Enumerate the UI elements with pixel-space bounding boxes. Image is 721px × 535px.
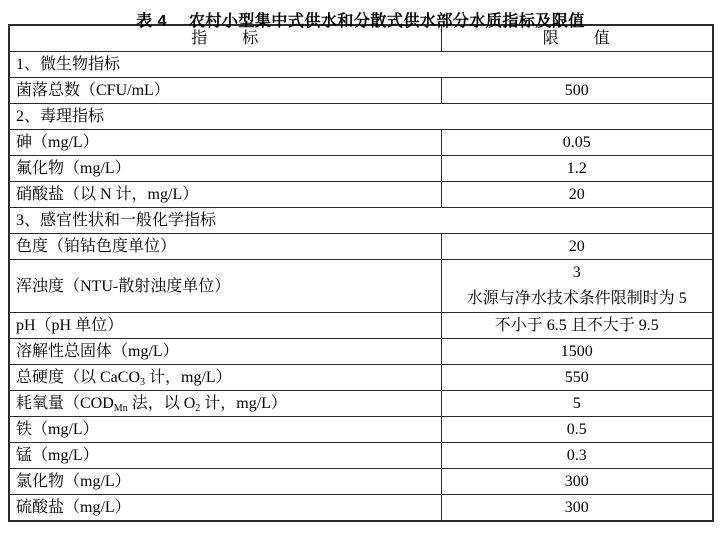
subscript-3: 3 xyxy=(140,377,146,388)
table-number: 表 4 xyxy=(136,13,167,30)
indicator-cell: 溶解性总固体（mg/L） xyxy=(9,339,441,365)
limit-cell: 20 xyxy=(441,182,713,208)
limit-cell: 0.5 xyxy=(441,417,713,443)
table-row-arsenic xyxy=(9,130,713,156)
indicator-cell xyxy=(9,365,441,391)
section-row-toxicological xyxy=(9,104,713,130)
table-row-nitrate xyxy=(9,182,713,208)
table-row-colony-count xyxy=(9,78,713,104)
limit-cell: 550 xyxy=(441,365,713,391)
indicator-cell: 硫酸盐（mg/L） xyxy=(9,495,441,522)
table-row-iron xyxy=(9,417,713,443)
indicator-cell xyxy=(9,391,441,417)
table-row-sulfate xyxy=(9,495,713,522)
label-text: 耗氧量（COD xyxy=(16,395,114,412)
table-row-turbidity xyxy=(9,260,713,313)
limit-cell: 不小于 6.5 且不大于 9.5 xyxy=(441,313,713,339)
table-row-oxygen-consumption xyxy=(9,391,713,417)
subscript-mn: Mn xyxy=(113,403,128,414)
indicator-cell: 色度（铂钴色度单位） xyxy=(9,234,441,260)
limit-cell: 0.3 xyxy=(441,443,713,469)
section-label: 1、微生物指标 xyxy=(9,52,713,78)
table-row-fluoride xyxy=(9,156,713,182)
table-row-chloride xyxy=(9,469,713,495)
label-text: 总硬度（以 CaCO xyxy=(16,369,141,386)
limit-cell: 20 xyxy=(441,234,713,260)
indicator-cell: 硝酸盐（以 N 计，mg/L） xyxy=(9,182,441,208)
table-row-total-hardness xyxy=(9,365,713,391)
table-row-total-dissolved-solids xyxy=(9,339,713,365)
section-label: 2、毒理指标 xyxy=(9,104,713,130)
table-row-ph xyxy=(9,313,713,339)
limit-line1: 3 xyxy=(572,264,581,281)
section-row-microbial xyxy=(9,52,713,78)
indicator-cell: 铁（mg/L） xyxy=(9,417,441,443)
limit-cell: 300 xyxy=(441,495,713,522)
limit-cell: 5 xyxy=(441,391,713,417)
limit-cell: 300 xyxy=(441,469,713,495)
indicator-cell: 砷（mg/L） xyxy=(9,130,441,156)
indicator-cell: 锰（mg/L） xyxy=(9,443,441,469)
indicator-cell: 氟化物（mg/L） xyxy=(9,156,441,182)
header-limit: 限 值 xyxy=(441,25,713,52)
limit-line2: 水源与净水技术条件限制时为 5 xyxy=(466,290,687,307)
table-title-text: 农村小型集中式供水和分散式供水部分水质指标及限值 xyxy=(188,13,585,30)
indicator-cell: 氯化物（mg/L） xyxy=(9,469,441,495)
limit-cell: 0.05 xyxy=(441,130,713,156)
limit-cell xyxy=(441,260,713,313)
indicator-cell: 菌落总数（CFU/mL） xyxy=(9,78,441,104)
table-title xyxy=(0,0,721,30)
limit-cell: 1500 xyxy=(441,339,713,365)
label-text: 计，mg/L） xyxy=(145,369,232,386)
limit-cell: 500 xyxy=(441,78,713,104)
indicator-cell: 浑浊度（NTU-散射浊度单位） xyxy=(9,260,441,313)
header-indicator: 指 标 xyxy=(9,25,441,52)
section-label: 3、感官性状和一般化学指标 xyxy=(9,208,713,234)
limit-cell: 1.2 xyxy=(441,156,713,182)
water-quality-table xyxy=(8,24,714,522)
section-row-sensory xyxy=(9,208,713,234)
label-text: 计，mg/L） xyxy=(200,395,287,412)
indicator-cell: pH（pH 单位） xyxy=(9,313,441,339)
table-row-color xyxy=(9,234,713,260)
table-row-manganese xyxy=(9,443,713,469)
subscript-2: 2 xyxy=(195,403,201,414)
label-text: 法，以 O xyxy=(127,395,196,412)
